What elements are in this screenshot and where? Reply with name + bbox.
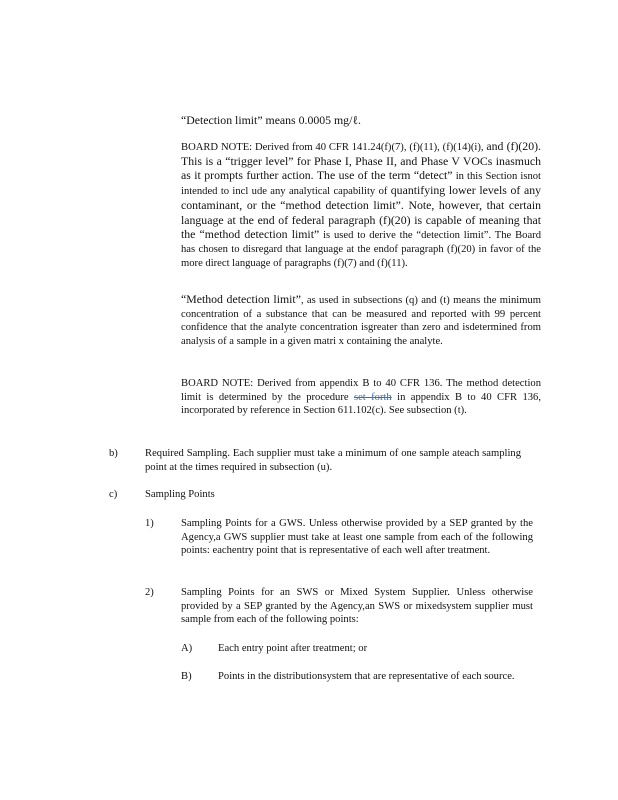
item-c2a-label: A) [181, 643, 193, 654]
item-c-text: Sampling Points [145, 489, 215, 500]
item-c2a-text: Each entry point after treatment; or [218, 643, 368, 654]
board-note-1-part-a: BOARD NOTE: Derived from 40 CFR 141.24(f)(7), (f)(11), (f)(14)(i), [181, 142, 484, 153]
item-c2-label: 2) [145, 587, 154, 598]
item-c2-text: Sampling Points for an SWS or Mixed System Supplier. Unless otherwise provided by a SEP granted by the Agency,an SWS or mixedsystem supplier must sample from each of the following points: [181, 587, 533, 626]
board-note-2-struck-text: set forth [353, 391, 392, 403]
item-c2b-text: Points in the distributionsystem that are representative of each source. [218, 671, 515, 682]
item-c2b-label: B) [181, 671, 192, 682]
item-b-label: b) [109, 448, 118, 459]
method-detection-limit-text: , as used in subsections (q) and (t) means the minimum concentration of a substance that can be measured and reported with 99 percent confidence that the analyte concentration isgreater than zero and isdetermined from analysis of a sample in a given matri x containing the analyte. [181, 295, 541, 348]
board-note-1-part-f: that language at the endof paragraph (f)(20) in favor of the more direct language of paragraphs (f)(7) and (f)(11). [181, 243, 541, 269]
board-note-1-part-c: in this Section isnot intended to incl ude any analytical capability of [181, 171, 541, 198]
item-c-label: c) [109, 489, 118, 500]
board-note-1-part-e: is used to derive the “detection limit”. The Board has chosen to disregard [181, 230, 541, 255]
board-note-2-part-b: in appendix B to 40 CFR 136, incorporated by reference in Section 611.102(c). See subsection (t). [181, 391, 541, 417]
item-b-text: Required Sampling. Each supplier must take a minimum of one sample ateach sampling point at the times required in subsection (u). [145, 448, 521, 473]
item-c1-label: 1) [145, 518, 154, 529]
board-note-1 [181, 140, 541, 270]
item-c1-text: Sampling Points for a GWS. Unless otherwise provided by a SEP granted by the Agency,a GWS supplier must take at least one sample from each of the following points: eachentry point that is representative of each well after treatment. [181, 518, 533, 557]
board-note-2-part-a: BOARD NOTE: Derived from appendix B to 40 CFR 136. The method detection limit is determined by the procedure [181, 378, 541, 403]
board-note-2 [181, 377, 541, 418]
board-note-1-part-b: and (f)(20). This is a “trigger level” for Phase I, Phase II, and Phase V VOCs inasmuch as it prompts further action. The use of the term “detect” [181, 139, 541, 183]
board-note-1-part-d: quantifying lower levels of any contaminant, or the “method detection limit”. Note, however, that certain language at the end of federal paragraph (f)(20) is capable of meaning that the “method detection limit” [181, 183, 542, 242]
method-detection-limit-definition [181, 293, 541, 349]
detection-limit-text: “Detection limit” means 0.0005 mg/ℓ. [181, 113, 361, 127]
method-detection-limit-term: “Method detection limit” [181, 292, 301, 306]
detection-limit-definition [181, 114, 541, 127]
